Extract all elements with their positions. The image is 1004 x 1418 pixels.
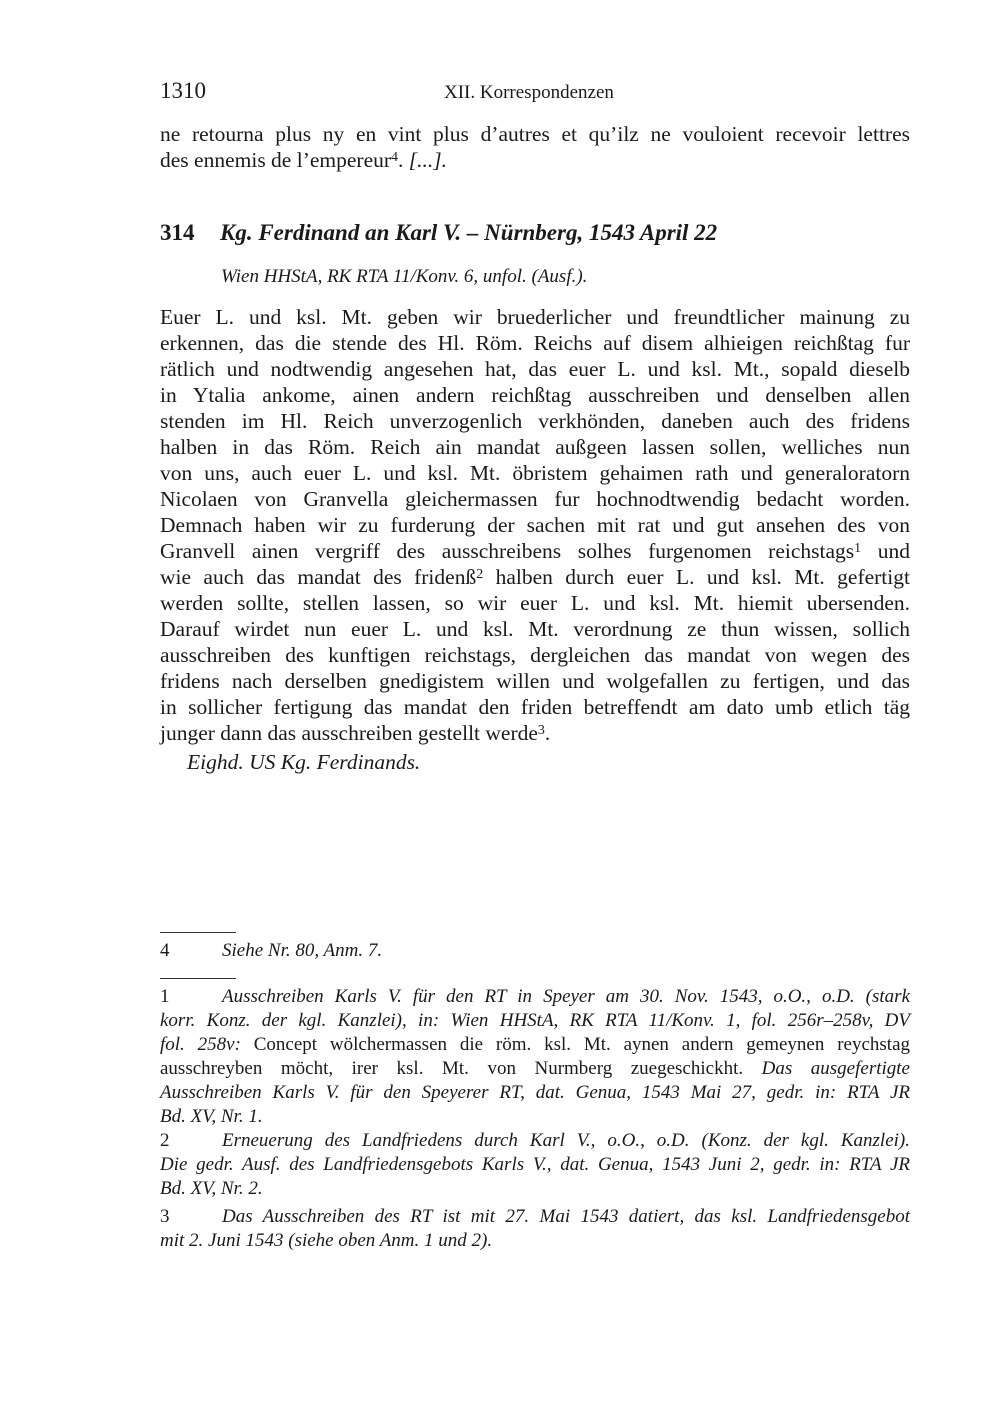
document-source: Wien HHStA, RK RTA 11/Konv. 6, unfol. (Ausf.). — [221, 266, 588, 287]
text-line: fridens nach derselben gnedigistem willen und wolgefallen zu fertigen, und das — [160, 669, 910, 693]
footnote-divider — [160, 932, 236, 933]
text-line: in sollicher fertigung das mandat den friden betreffendt am dato umb etlich täg — [160, 695, 910, 719]
text-line: Euer L. und ksl. Mt. geben wir bruederlicher und freundtlicher mainung zu — [160, 305, 910, 329]
footnote-line: 2 Erneuerung des Landfriedens durch Karl V., o.O., o.D. (Konz. der kgl. Kanzlei). — [160, 1130, 910, 1151]
text-line: Darauf wirdet nun euer L. und ksl. Mt. verordnung ze thun wissen, sollich — [160, 617, 910, 641]
footnote-divider — [160, 978, 236, 979]
document-heading — [160, 220, 717, 246]
footnote-4 — [160, 939, 910, 963]
text-line: werden sollte, stellen lassen, so wir euer L. und ksl. Mt. hiemit ubersenden. — [160, 591, 910, 615]
text-line: halben in das Röm. Reich ain mandat außgeen lassen sollen, welliches nun — [160, 435, 910, 459]
footnote-mark: 2 — [160, 1130, 170, 1151]
text-line: junger dann das ausschreiben gestellt werde$^3$. — [160, 721, 551, 745]
footnote-line: Bd. XV, Nr. 1. — [160, 1106, 263, 1127]
footnote-line: Ausschreiben Karls V. für den Speyerer RT, dat. Genua, 1543 Mai 27, gedr. in: RTA JR — [160, 1082, 910, 1103]
footnote-ref: 3 — [537, 723, 545, 738]
footnote-line: Bd. XV, Nr. 2. — [160, 1178, 263, 1199]
text-line: in Ytalia ankome, ainen andern reichßtag ausschreiben und denselben allen — [160, 383, 910, 407]
document-number: 314 — [160, 220, 195, 245]
footnote-ref: 2 — [476, 567, 484, 582]
text-line: rätlich und nodtwendig angesehen hat, das euer L. und ksl. Mt., sopald dieselb — [160, 357, 910, 381]
page-number: 1310 — [160, 78, 206, 103]
footnote-mark: 1 — [160, 986, 170, 1007]
footnote-mark: 4 — [160, 940, 170, 961]
text-line: wie auch das mandat des fridenß$^2$ halben durch euer L. und ksl. Mt. gefertigt — [160, 565, 910, 589]
text-line: erkennen, das die stende des Hl. Röm. Reichs auf disem alhieigen reichßtag fur — [160, 331, 910, 355]
document-body — [160, 304, 910, 746]
footnote-3 — [160, 1205, 910, 1253]
text-line: ausschreiben des kunftigen reichstags, dergleichen das mandat von wegen des — [160, 643, 910, 667]
footnote-ref: 4 — [391, 150, 399, 165]
footnote-mark: 3 — [160, 1206, 170, 1227]
footnote-line: 3 Das Ausschreiben des RT ist mit 27. Mai 1543 datiert, das ksl. Landfriedensgebot — [160, 1206, 910, 1227]
footnote-ref: 1 — [854, 541, 862, 556]
text-line: Nicolaen von Granvella gleichermassen fur hochnodtwendig bedacht worden. — [160, 487, 910, 511]
footnote-line: 4 Siehe Nr. 80, Anm. 7. — [160, 940, 383, 961]
footnote-1 — [160, 985, 910, 1129]
footnote-line: ausschreyben möcht, irer ksl. Mt. von Nurmberg zuegeschickht. Das ausgefertigte — [160, 1058, 910, 1079]
signature-note: Eighd. US Kg. Ferdinands. — [187, 750, 421, 774]
footnote-line: mit 2. Juni 1543 (siehe oben Anm. 1 und 2). — [160, 1230, 493, 1251]
footnote-line: korr. Konz. der kgl. Kanzlei), in: Wien HHStA, RK RTA 11/Konv. 1, fol. 256r–258v, DV — [160, 1010, 910, 1031]
running-head: XII. Korrespondenzen — [444, 82, 614, 103]
text-line: Demnach haben wir zu furderung der sachen mit rat und gut ansehen des von — [160, 513, 910, 537]
text-line: ne retourna plus ny en vint plus d’autres et qu’ilz ne vouloient recevoir lettres — [160, 122, 910, 146]
footnote-line: fol. 258v: Concept wölchermassen die röm. ksl. Mt. aynen andern gemeynen reychstag — [160, 1034, 910, 1055]
previous-document-text — [160, 121, 910, 173]
text-line: stenden im Hl. Reich unverzogenlich verkhönden, daneben auch des fridens — [160, 409, 910, 433]
footnote-line: 1 Ausschreiben Karls V. für den RT in Speyer am 30. Nov. 1543, o.O., o.D. (stark — [160, 986, 910, 1007]
footnote-line: Die gedr. Ausf. des Landfriedensgebots Karls V., dat. Genua, 1543 Juni 2, gedr. in: RTA JR — [160, 1154, 910, 1175]
text-line: Granvell ainen vergriff des ausschreibens solhes furgenomen reichstags$^1$ und — [160, 539, 910, 563]
footnote-2 — [160, 1129, 910, 1201]
document-title: Kg. Ferdinand an Karl V. – Nürnberg, 1543 April 22 — [220, 220, 718, 245]
text-line: des ennemis de l’empereur$^4$. [...]. — [160, 148, 447, 172]
text-line: von uns, auch euer L. und ksl. Mt. öbristem gehaimen rath und generaloratorn — [160, 461, 910, 485]
